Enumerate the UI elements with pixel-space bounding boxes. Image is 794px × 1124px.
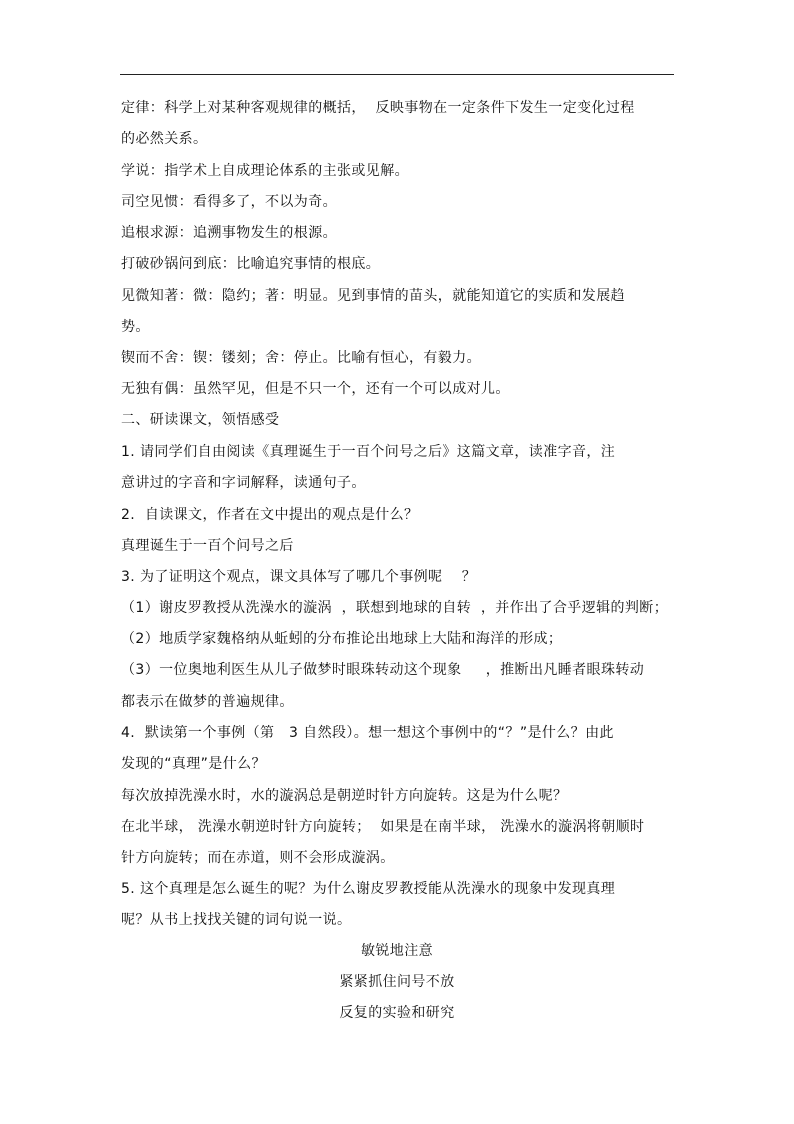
text-line: 呢？从书上找找关键的词句说一说。 <box>121 912 352 928</box>
text-line: 司空见惯：看得多了，不以为奇。 <box>121 194 337 210</box>
centered-line: 反复的实验和研究 <box>339 1005 455 1021</box>
text-line: 5. 这个真理是怎么诞生的呢？为什么谢皮罗教授能从洗澡水的现象中发现真理 <box>121 881 616 897</box>
text-line: 发现的“真理”是什么？ <box>121 756 266 772</box>
text-line: 3. 为了证明这个观点，课文具体写了哪几个事例呢 ？ <box>121 569 477 585</box>
header-rule <box>120 74 674 75</box>
text-line: 2. 自读课文，作者在文中提出的观点是什么？ <box>121 507 419 523</box>
text-line: 每次放掉洗澡水时，水的漩涡总是朝逆时针方向旋转。这是为什么呢？ <box>121 788 568 804</box>
text-line: （1）谢皮罗教授从洗澡水的漩涡 ，联想到地球的自转 ，并作出了合乎逻辑的判断； <box>121 600 669 616</box>
centered-line: 敏锐地注意 <box>361 943 433 959</box>
text-line: 学说：指学术上自成理论体系的主张或见解。 <box>121 163 409 179</box>
centered-line: 紧紧抓住问号不放 <box>339 974 455 990</box>
text-line: 意讲过的字音和字词解释，读通句子。 <box>121 475 366 491</box>
text-line: 1. 请同学们自由阅读《真理诞生于一百个问号之后》这篇文章，读准字音，注 <box>121 444 616 460</box>
text-line: 势。 <box>121 319 150 335</box>
text-line: （2）地质学家魏格纳从蚯蚓的分布推论出地球上大陆和海洋的形成； <box>121 631 563 647</box>
text-line: 定律：科学上对某种客观规律的概括， 反映事物在一定条件下发生一定变化过程 <box>121 100 635 116</box>
text-line: 无独有偶：虽然罕见，但是不只一个，还有一个可以成对儿。 <box>121 381 510 397</box>
section-heading: 二、研读课文，领悟感受 <box>121 412 280 428</box>
text-line: 4. 默读第一个事例（第 3 自然段）。想一想这个事例中的“？”是什么？由此 <box>121 725 614 741</box>
text-line: 打破砂锅问到底：比喻追究事情的根底。 <box>121 256 381 272</box>
text-line: 真理诞生于一百个问号之后 <box>121 538 294 554</box>
text-line: （3）一位奥地利医生从儿子做梦时眼珠转动这个现象 ，推断出凡睡者眼珠转动 <box>121 662 645 678</box>
text-line: 锲而不舍：锲：镂刻；舍：停止。比喻有恒心，有毅力。 <box>121 350 481 366</box>
text-line: 追根求源：追溯事物发生的根源。 <box>121 225 337 241</box>
text-line: 在北半球， 洗澡水朝逆时针方向旋转； 如果是在南半球， 洗澡水的漩涡将朝顺时 <box>121 819 645 835</box>
text-line: 针方向旋转；而在赤道，则不会形成漩涡。 <box>121 850 395 866</box>
text-line: 的必然关系。 <box>121 131 208 147</box>
text-line: 都表示在做梦的普遍规律。 <box>121 694 294 710</box>
text-line: 见微知著：微：隐约；著：明显。见到事情的苗头，就能知道它的实质和发展趋 <box>121 288 625 304</box>
